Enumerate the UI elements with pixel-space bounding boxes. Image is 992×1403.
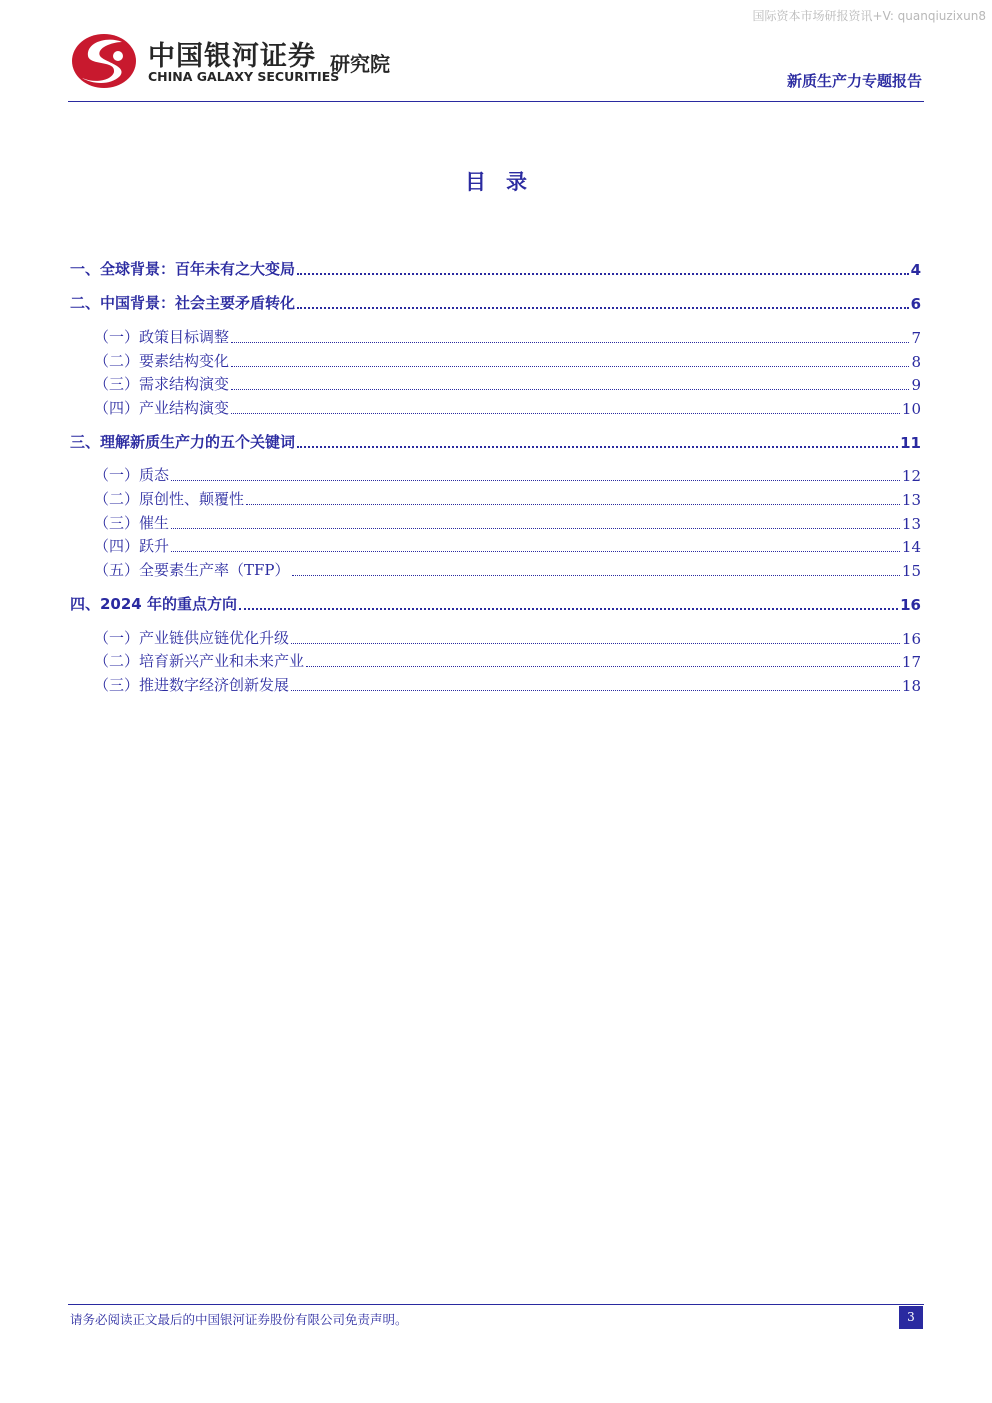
toc-leader-dots [246,504,900,505]
toc-entry[interactable] [70,430,921,452]
toc-entry-title: （三）推进数字经济创新发展 [94,676,290,694]
toc-entry[interactable] [94,534,921,556]
toc-entry-title: （二）要素结构变化 [94,352,230,370]
toc-leader-dots [231,366,909,367]
toc-entry-title: 四、2024 年的重点方向 [70,595,237,613]
toc-entry[interactable] [70,592,921,614]
toc-entry[interactable] [94,558,921,580]
toc-entry-page: 12 [901,467,921,485]
toc-entry[interactable] [94,463,921,485]
toc-entry-page: 8 [911,353,921,371]
toc-entry-title: 二、中国背景：社会主要矛盾转化 [70,294,296,312]
toc-entry[interactable] [70,291,921,313]
institute-label: 研究院 [330,52,390,76]
page-number-badge: 3 [899,1306,923,1329]
footer-disclaimer: 请务必阅读正文最后的中国银河证券股份有限公司免责声明。 [70,1312,408,1327]
toc-leader-dots [171,480,900,481]
toc-leader-dots [231,413,900,414]
toc-leader-dots [171,528,900,529]
toc-entry-title: 三、理解新质生产力的五个关键词 [70,433,296,451]
toc-leader-dots [171,551,900,552]
page-header [68,30,924,102]
galaxy-logo-icon [70,32,138,90]
toc-entry-title: 一、全球背景：百年未有之大变局 [70,260,296,278]
toc-entry[interactable] [94,673,921,695]
toc-entry[interactable] [94,396,921,418]
toc-entry-title: （二）培育新兴产业和未来产业 [94,652,305,670]
toc-entry[interactable] [94,325,921,347]
toc-leader-dots [231,342,909,343]
toc-entry[interactable] [94,511,921,533]
toc-entry-title: （三）需求结构演变 [94,375,230,393]
report-title: 新质生产力专题报告 [786,72,922,90]
toc-entry[interactable] [94,372,921,394]
company-name-cn: 中国银河证券 [148,41,316,72]
toc-entry-page: 16 [901,630,921,648]
toc-entry-page: 13 [901,491,921,509]
toc-entry-title: （一）质态 [94,466,170,484]
toc-entry-title: （一）政策目标调整 [94,328,230,346]
toc-entry-title: （四）跃升 [94,537,170,555]
toc-entry-page: 14 [901,538,921,556]
toc-entry-page: 9 [911,376,921,394]
toc-entry[interactable] [70,257,921,279]
toc-entry[interactable] [94,649,921,671]
toc-entry-page: 13 [901,515,921,533]
toc-entry-page: 10 [901,400,921,418]
toc-leader-dots [297,446,898,448]
watermark-text: 国际资本市场研报资讯+V: quanqiuzixun8 [752,9,986,23]
toc-leader-dots [291,690,900,691]
toc-entry-page: 7 [911,329,921,347]
company-name-en: CHINA GALAXY SECURITIES [148,69,340,84]
toc-leader-dots [297,273,909,275]
footer-divider [68,1304,924,1305]
toc-leader-dots [306,666,900,667]
toc-entry[interactable] [94,349,921,371]
toc-leader-dots [239,608,898,610]
toc-entry-page: 15 [901,562,921,580]
toc-entry-page: 18 [901,677,921,695]
toc-entry-page: 4 [910,261,921,279]
toc-entry-title: （五）全要素生产率（TFP） [94,561,290,579]
toc-heading: 目录 [465,170,547,194]
toc-entry-title: （二）原创性、颠覆性 [94,490,245,508]
toc-entry-page: 6 [910,295,921,313]
toc-entry-page: 11 [900,434,921,452]
toc-entry[interactable] [94,487,921,509]
header-divider [68,101,924,102]
toc-entry-title: （三）催生 [94,514,170,532]
toc-leader-dots [292,575,900,576]
toc-entry-page: 17 [901,653,921,671]
toc-entry[interactable] [94,626,921,648]
toc-leader-dots [231,389,909,390]
toc-entry-title: （四）产业结构演变 [94,399,230,417]
toc-leader-dots [297,307,909,309]
toc-leader-dots [291,643,900,644]
toc-entry-page: 16 [900,596,921,614]
toc-entry-title: （一）产业链供应链优化升级 [94,629,290,647]
